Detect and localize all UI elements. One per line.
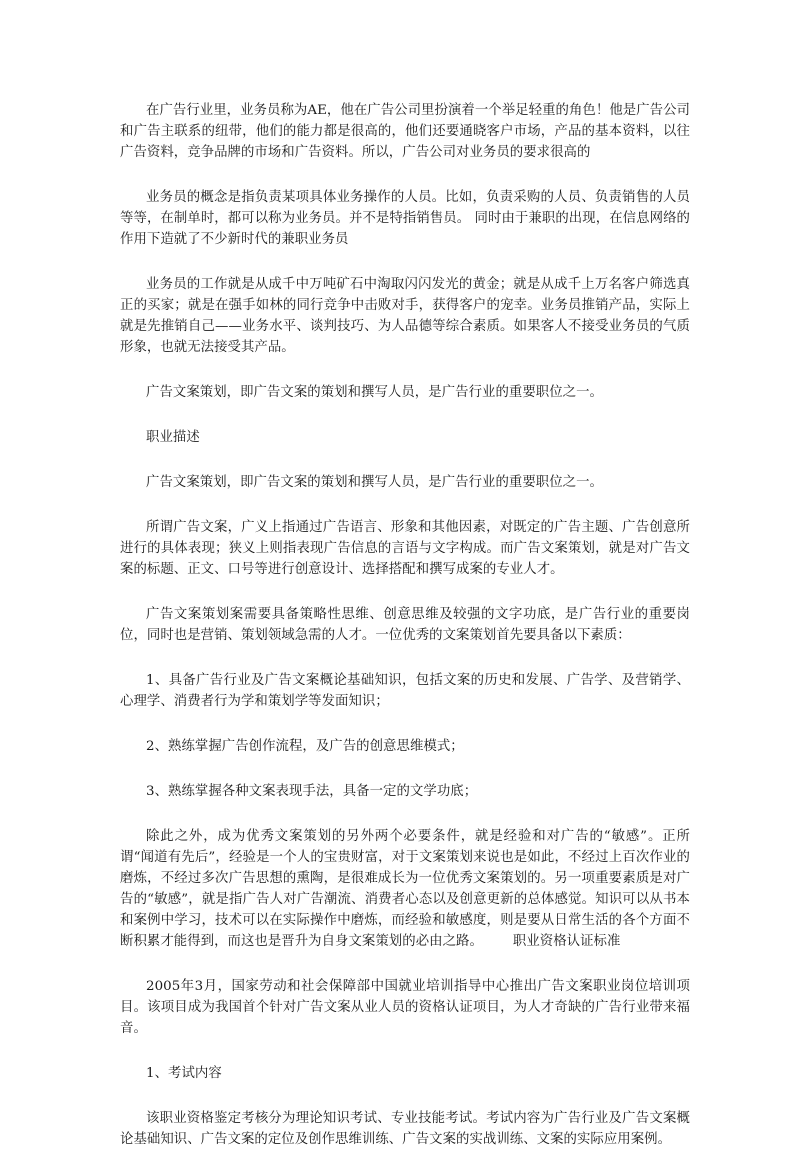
paragraph-salesperson-concept: 业务员的概念是指负责某项具体业务操作的人员。比如，负责采购的人员、负责销售的人员等等，在制单时，都可以称为业务员。并不是特指销售员。 同时由于兼职的出现，在信息网络的作用下造就了不少新时代的兼职业务员: [120, 190, 690, 247]
paragraph-exam-details: 该职业资格鉴定考核分为理论知识考试、专业技能考试。考试内容为广告行业及广告文案概论基础知识、广告文案的定位及创作思维训练、广告文案的实战训练、文案的实际应用案例。: [120, 1111, 690, 1147]
list-item-requirement-1: 1、具备广告行业及广告文案概论基础知识，包括文案的历史和发展、广告学、及营销学、心理学、消费者行为学和策划学等发面知识；: [120, 673, 690, 709]
paragraph-experience-text: 除此之外，成为优秀文案策划的另外两个必要条件，就是经验和对广告的“敏感”。正所谓“闻道有先后”，经验是一个人的宝贵财富，对于文案策划来说也是如此，不经过上百次作业的磨炼，不经过多次广告思想的熏陶，是很难成长为一位优秀文案策划的。另一项重要素质是对广告的“敏感”，就是指广告人对广告潮流、消费者心态以及创意更新的总体感觉。知识可以从书本和案例中学习，技术可以在实际操作中磨炼，而经验和敏感度，则是要从日常生活的各个方面不断积累才能得到，而这也是晋升为自身文案策划的必由之路。: [120, 829, 690, 949]
paragraph-ae-intro: 在广告行业里，业务员称为AE，他在广告公司里扮演着一个举足轻重的角色！他是广告公司和广告主联系的纽带，他们的能力都是很高的，他们还要通晓客户市场，产品的基本资料，以往广告资料，竞争品牌的市场和广告资料。所以，广告公司对业务员的要求很高的: [120, 103, 690, 160]
paragraph-copywriter-role: 广告文案策划，即广告文案的策划和撰写人员，是广告行业的重要职位之一。: [146, 475, 603, 490]
heading-exam-content: 1、考试内容: [146, 1066, 222, 1081]
list-item-requirement-2: 2、熟练掌握广告创作流程，及广告的创意思维模式；: [146, 739, 464, 754]
paragraph-experience-sensitivity: [120, 826, 690, 952]
paragraph-certification-2005: 2005年3月，国家劳动和社会保障部中国就业培训指导中心推出广告文案职业岗位培训项目。该项目成为我国首个针对广告文案从业人员的资格认证项目，为人才奇缺的广告行业带来福音。: [120, 979, 690, 1036]
document-body: [120, 100, 690, 1174]
paragraph-salesperson-work: 业务员的工作就是从成千中万吨矿石中淘取闪闪发光的黄金；就是从成千上万名客户筛选真正的买家；就是在强手如林的同行竞争中击败对手，获得客户的宠幸。业务员推销产品，实际上就是先推销自己——业务水平、谈判技巧、为人品德等综合素质。如果客人不接受业务员的气质形象，也就无法接受其产品。: [120, 277, 690, 355]
heading-job-description: 职业描述: [146, 430, 200, 445]
heading-certification-standard: 职业资格认证标准: [512, 934, 621, 949]
paragraph-copywriter-intro: 广告文案策划，即广告文案的策划和撰写人员，是广告行业的重要职位之一。: [146, 385, 603, 400]
paragraph-copy-requirements: 广告文案策划案需要具备策略性思维、创意思维及较强的文字功底，是广告行业的重要岗位，同时也是营销、策划领域急需的人才。一位优秀的文案策划首先要具备以下素质：: [120, 607, 690, 643]
paragraph-copy-definition: 所谓广告文案，广义上指通过广告语言、形象和其他因素，对既定的广告主题、广告创意所进行的具体表现；狭义上则指表现广告信息的言语与文字构成。而广告文案策划，就是对广告文案的标题、正文、口号等进行创意设计、选择搭配和撰写成案的专业人才。: [120, 520, 690, 577]
list-item-requirement-3: 3、熟练掌握各种文案表现手法，具备一定的文学功底；: [146, 784, 478, 799]
